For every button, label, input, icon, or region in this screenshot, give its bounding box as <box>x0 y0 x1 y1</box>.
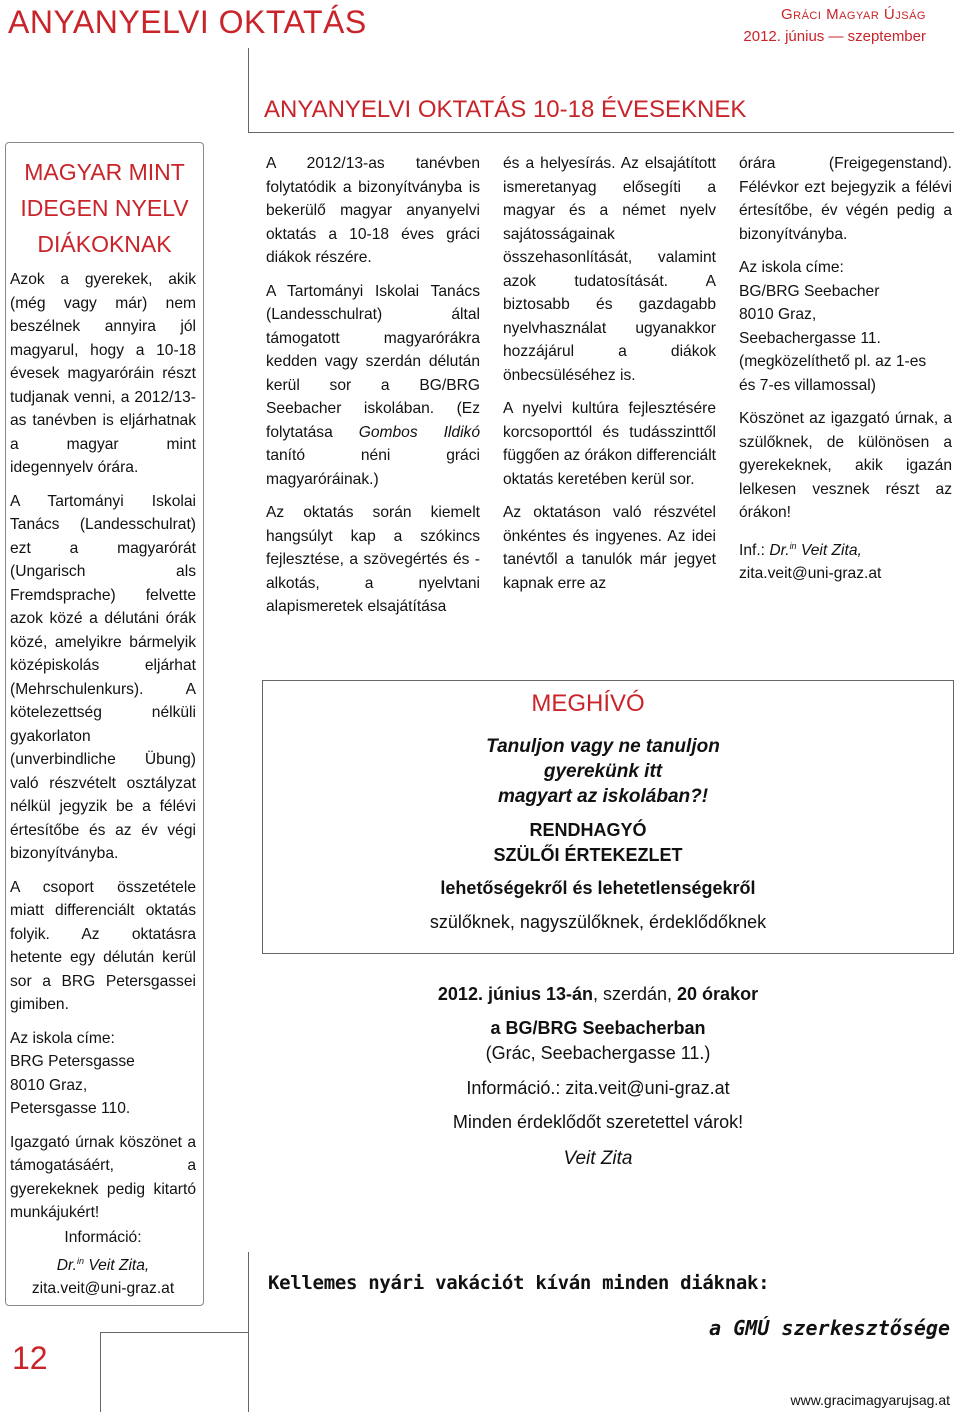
article-paragraph: Köszönet az igazgató úrnak, a szülőknek, de különösen a gyerekeknek, akik igazán lelkesen vesznek részt az órákon! <box>739 410 952 521</box>
sidebar-body <box>10 268 196 1235</box>
invitation-subtitle: lehetőségekről és lehetetlenségekről <box>440 878 756 898</box>
contact-email[interactable]: zita.veit@uni-graz.at <box>31 1280 175 1298</box>
article-paragraph: A 2012/13-as tanévben folytatódik a bizonyítványba is bekerülő magyar anyanyelvi oktatás a 10-18 éves gráci diákok részére. <box>266 155 480 266</box>
address-line: BRG Petersgasse <box>10 1053 135 1070</box>
sidebar-address <box>10 1027 196 1121</box>
event-date: 2012. június 13-án, szerdán, 20 órakor <box>437 984 759 1004</box>
sidebar-title-line: DIÁKOKNAK <box>37 231 172 257</box>
section-title: ANYANYELVI OKTATÁS 10-18 ÉVESEKNEK <box>264 96 747 123</box>
divider-vertical-bottom <box>248 1252 249 1412</box>
event-signature: Veit Zita <box>563 1148 633 1169</box>
event-venue: a BG/BRG Seebacherban <box>490 1018 706 1038</box>
divider-vertical-top <box>248 48 249 132</box>
issue-date: 2012. június — szeptember <box>743 28 926 45</box>
address-line: 8010 Graz, <box>10 1076 88 1094</box>
event-info: Információ.: zita.veit@uni-graz.at <box>466 1078 730 1098</box>
school-address: Az iskola címe: BG/BRG Seebacher 8010 Graz, Seebachergasse 11. (megközelíthető pl. az 1-es és 7-es villamossal) <box>739 259 927 394</box>
footer-greeting: Kellemes nyári vakációt kíván minden diáknak: <box>268 1272 770 1294</box>
address-label: Az iskola címe: <box>10 1029 115 1047</box>
invitation-audience: szülőknek, nagyszülőknek, érdeklődőknek <box>429 912 767 932</box>
article-column-3 <box>739 152 952 596</box>
footer-signoff: a GMÚ szerkesztősége <box>709 1316 950 1340</box>
article-paragraph: Az oktatáson való részvétel önkéntes és ingyenes. Az idei tanévtől a tanulók már jegyet kapnak erre az <box>503 504 716 592</box>
invitation-title: MEGHÍVÓ <box>531 690 645 717</box>
page-header-title: ANYANYELVI OKTATÁS <box>8 4 367 40</box>
contact-name: Dr.$^{in}$ Veit Zita, <box>56 1255 150 1274</box>
sidebar-title-line: MAGYAR MINT <box>24 159 185 185</box>
website-link[interactable]: www.gracimagyarujsag.at <box>790 1392 950 1408</box>
publication-info <box>743 6 926 45</box>
divider-horizontal-top <box>248 132 954 133</box>
divider-horizontal-bottom <box>100 1332 248 1333</box>
article-column-1 <box>266 152 480 629</box>
event-venue-address: (Grác, Seebachergasse 11.) <box>485 1043 711 1063</box>
page-number: 12 <box>12 1340 48 1376</box>
article-column-2 <box>503 152 716 605</box>
article-paragraph: Az oktatás során kiemelt hangsúlyt kap a szókincs fejlesztése, a szövegértés és -alkotás, a nyelvtani alapismeretek elsajátítása <box>266 504 480 615</box>
article-paragraph: és a helyesírás. Az elsajátított ismeretanyag elősegíti a magyar és a német nyelv sajátosságainak összehasonlítását, valamint azok tudatosítását. A biztosabb és gazdagabb nyelvhasználat ugyanakkor hozzájárul a diákok önbecsüléséhez is. <box>503 155 716 384</box>
sidebar-paragraph: Igazgató úrnak köszönet a támogatásáért, a gyerekeknek pedig kitartó munkájukért! <box>10 1133 196 1221</box>
sidebar-contact <box>10 1226 196 1301</box>
contact-label: Információ: <box>64 1229 142 1246</box>
sidebar-title-line: IDEGEN NYELV <box>20 195 189 221</box>
divider-vertical-corner <box>100 1332 101 1412</box>
article-paragraph: A Tartományi Iskolai Tanács (Landesschulrat) által támogatott magyarórákra kedden vagy szerdán délután kerül sor a BG/BRG Seebacher iskolában. (Ez folytatása Gombos Ildikó tanító néni gráci magyaróráinak.) <box>266 282 480 488</box>
sidebar-title <box>5 154 204 262</box>
publication-name: Gráci Magyar Újság <box>780 6 926 23</box>
contact-info: Inf.: Dr.$^{in}$ Veit Zita, zita.veit@uni-graz.at <box>739 540 882 583</box>
article-paragraph: órára (Freigegenstand). Félévkor ezt bejegyzik a félévi értesítőbe, év végén pedig a bizonyítványba. <box>739 155 952 243</box>
address-line: Petersgasse 110. <box>10 1100 131 1117</box>
article-paragraph: A nyelvi kultúra fejlesztésére korcsoporttól és tudásszinttől függően az órákon differenciált oktatás keretében kerül sor. <box>503 400 716 488</box>
sidebar-paragraph: A csoport összetétele miatt differenciált oktatás folyik. Az oktatásra hetente egy délután kerül sor a BRG Petersgassei gimiben. <box>10 878 196 1013</box>
teacher-name: Gombos Ildikó <box>358 423 480 441</box>
event-welcome: Minden érdeklődőt szeretettel várok! <box>452 1112 744 1132</box>
contact-email[interactable]: zita.veit@uni-graz.at <box>739 565 882 583</box>
sidebar-paragraph: Azok a gyerekek, akik (még vagy már) nem beszélnek annyira jól magyarul, hogy a 10-18 évesek magyaróráin részt tudjanak venni, a 2012/13-as tanévben is eljárhatnak a magyar mint idegennyelv órára. <box>10 271 196 476</box>
sidebar-paragraph: A Tartományi Iskolai Tanács (Landesschulrat) ezt a magyarórát (Ungarisch als Fremdsprache) felvette azok közé a délutáni órák közé, amelyikre bármelyik középiskolás eljárhat (Mehrschulenkurs). A kötelezettség nélküli gyakorlaton (unverbindliche Übung) való részvételt osztályzat nélkül jegyzik be a félévi értesítőbe és az év végi bizonyítványba. <box>10 492 196 862</box>
invitation-event: RENDHAGYÓ SZÜLŐI ÉRTEKEZLET <box>493 820 683 865</box>
invitation-question: Tanuljon vagy ne tanuljon gyerekünk itt magyart az iskolában?! <box>486 736 720 807</box>
